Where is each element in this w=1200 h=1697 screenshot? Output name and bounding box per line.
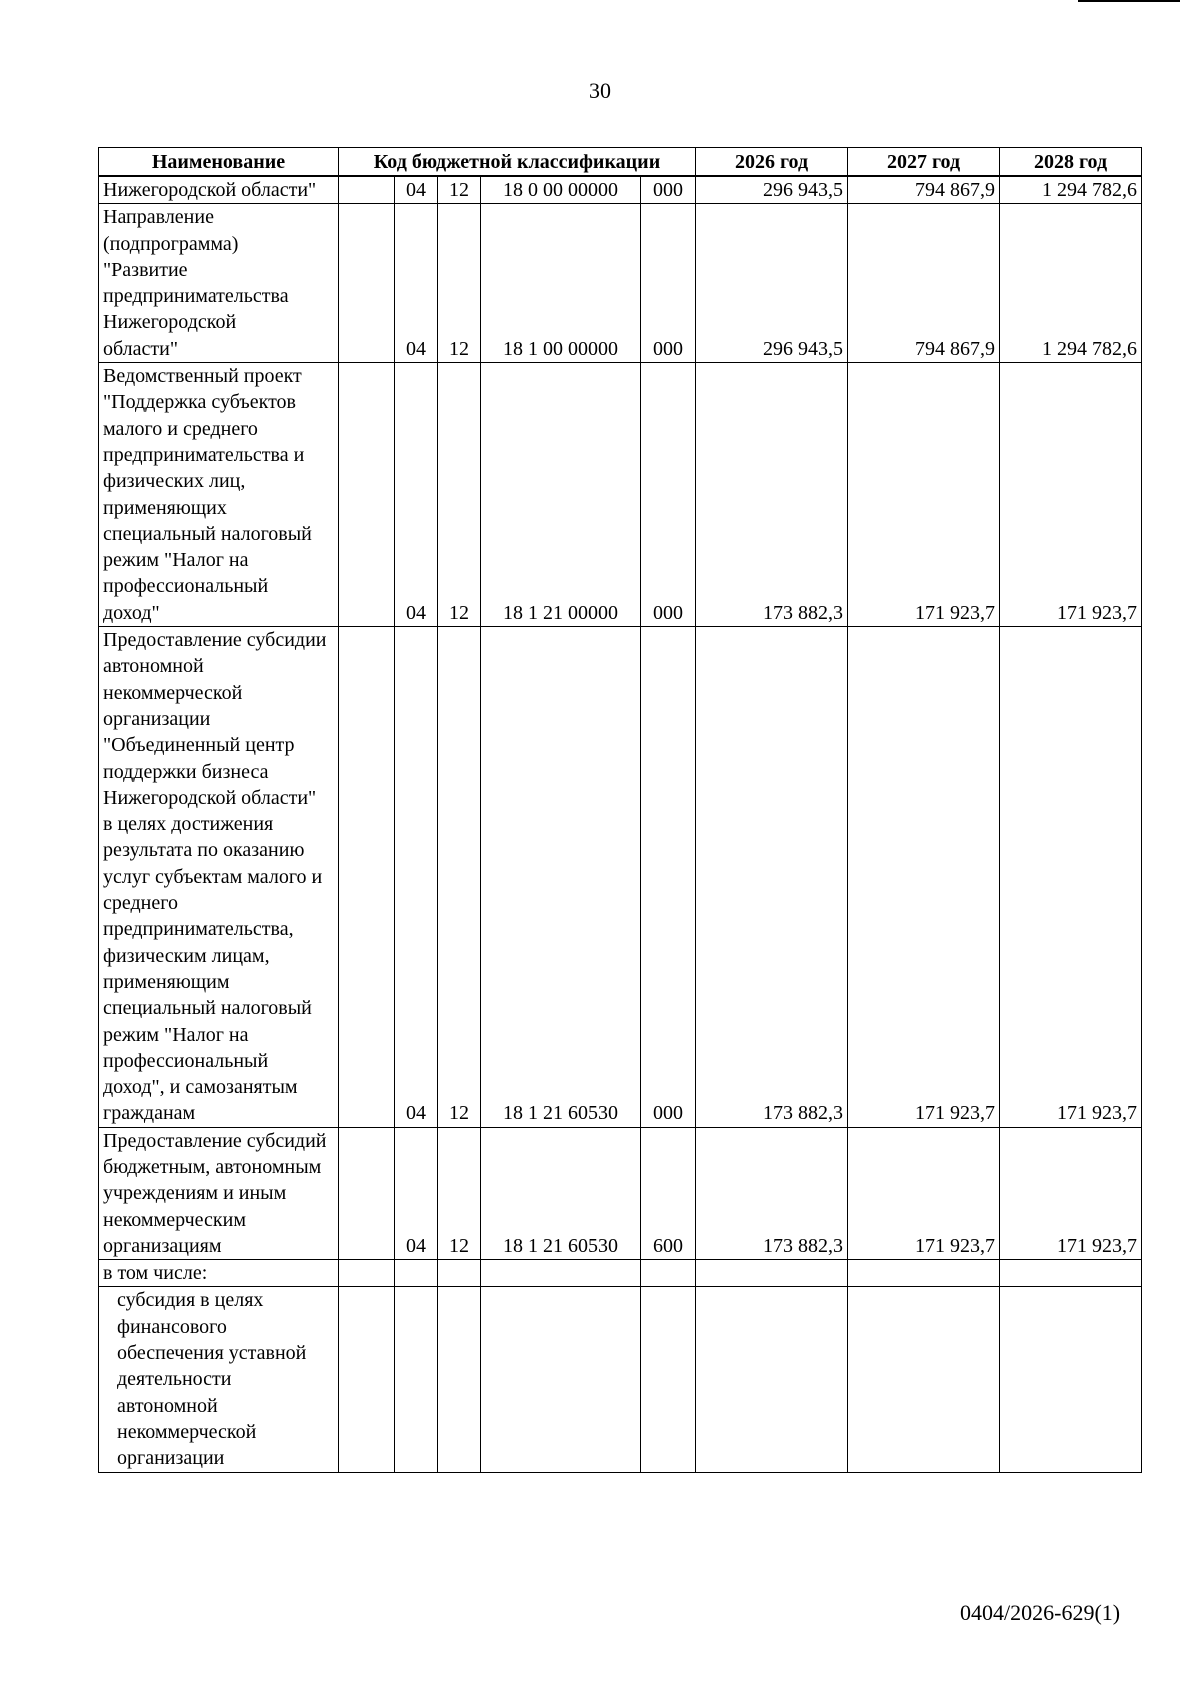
value-2028 [1000,1287,1142,1472]
value-2028: 1 294 782,6 [1000,204,1142,363]
code-subsection: 12 [438,627,481,1128]
document-code: 0404/2026-629(1) [960,1600,1121,1625]
code-expense-type [641,1260,696,1287]
budget-table [98,147,1142,1473]
value-2027: 171 923,7 [848,363,1000,627]
code-subsection: 12 [438,1127,481,1259]
code-section [395,1260,438,1287]
code-subsection: 12 [438,363,481,627]
header-2028: 2028 год [1000,148,1142,177]
code-subsection [438,1287,481,1472]
code-target-article: 18 1 21 00000 [481,363,641,627]
table-row [99,1287,1142,1472]
value-2027 [848,1260,1000,1287]
value-2026 [696,1260,848,1287]
row-name-text: Направление (подпрограмма) "Развитие предпринимательства Нижегородской области" [103,206,289,360]
code-target-article: 18 1 00 00000 [481,204,641,363]
code-part-1 [339,1287,395,1472]
value-2026 [696,1287,848,1472]
page-number: 30 [589,78,611,103]
code-part-1 [339,1127,395,1259]
table-row [99,1260,1142,1287]
code-part-1 [339,176,395,204]
code-expense-type: 000 [641,176,696,204]
value-2027: 794 867,9 [848,204,1000,363]
code-subsection: 12 [438,204,481,363]
row-name-text: Ведомственный проект "Поддержка субъектов малого и среднего предпринимательства и физических лиц, применяющих специальный налоговый режим "Налог на профессиональный доход" [103,365,312,624]
row-name [99,1260,339,1287]
row-name [99,176,339,204]
value-2026: 173 882,3 [696,363,848,627]
row-name-text: Предоставление субсидий бюджетным, автономным учреждениям и иным некоммерческим организациям [103,1129,327,1257]
value-2027: 794 867,9 [848,176,1000,204]
code-part-1 [339,1260,395,1287]
code-part-1 [339,204,395,363]
code-expense-type: 000 [641,204,696,363]
code-target-article: 18 0 00 00000 [481,176,641,204]
row-name-text: субсидия в целях финансового обеспечения уставной деятельности автономной некоммерческой организации [117,1289,307,1470]
header-2027: 2027 год [848,148,1000,177]
table-row [99,204,1142,363]
value-2028: 171 923,7 [1000,1127,1142,1259]
table-row [99,1127,1142,1259]
value-2028: 171 923,7 [1000,363,1142,627]
code-section: 04 [395,176,438,204]
row-name [99,627,339,1128]
code-expense-type: 600 [641,1127,696,1259]
value-2027 [848,1287,1000,1472]
corner-rule [1078,0,1180,2]
code-section: 04 [395,1127,438,1259]
value-2027: 171 923,7 [848,627,1000,1128]
code-subsection [438,1260,481,1287]
value-2028: 1 294 782,6 [1000,176,1142,204]
row-name-text: Нижегородской области" [103,179,317,201]
value-2027: 171 923,7 [848,1127,1000,1259]
code-section: 04 [395,627,438,1128]
code-expense-type: 000 [641,363,696,627]
header-code: Код бюджетной классификации [339,148,696,177]
code-expense-type [641,1287,696,1472]
code-part-1 [339,363,395,627]
table-row [99,176,1142,204]
code-subsection: 12 [438,176,481,204]
code-target-article [481,1260,641,1287]
code-expense-type: 000 [641,627,696,1128]
row-name-text: Предоставление субсидии автономной некоммерческой организации "Объединенный центр поддержки бизнеса Нижегородской области" в целях достижения результата по оказанию услуг субъектам малого и среднего предпринимательства, физическим лицам, применяющим специальный налоговый режим "Налог на профессиональный доход", и самозанятым гражданам [103,629,327,1125]
value-2028: 171 923,7 [1000,627,1142,1128]
code-section: 04 [395,204,438,363]
table-row [99,627,1142,1128]
row-name [99,1287,339,1472]
table-row [99,363,1142,627]
code-target-article [481,1287,641,1472]
code-section [395,1287,438,1472]
code-target-article: 18 1 21 60530 [481,627,641,1128]
row-name [99,1127,339,1259]
code-section: 04 [395,363,438,627]
value-2026: 296 943,5 [696,204,848,363]
header-2026: 2026 год [696,148,848,177]
row-name [99,363,339,627]
table-header-row [99,148,1142,177]
value-2026: 173 882,3 [696,627,848,1128]
header-name: Наименование [99,148,339,177]
code-part-1 [339,627,395,1128]
value-2026: 296 943,5 [696,176,848,204]
row-name-text: в том числе: [103,1262,208,1285]
code-target-article: 18 1 21 60530 [481,1127,641,1259]
value-2026: 173 882,3 [696,1127,848,1259]
value-2028 [1000,1260,1142,1287]
row-name [99,204,339,363]
